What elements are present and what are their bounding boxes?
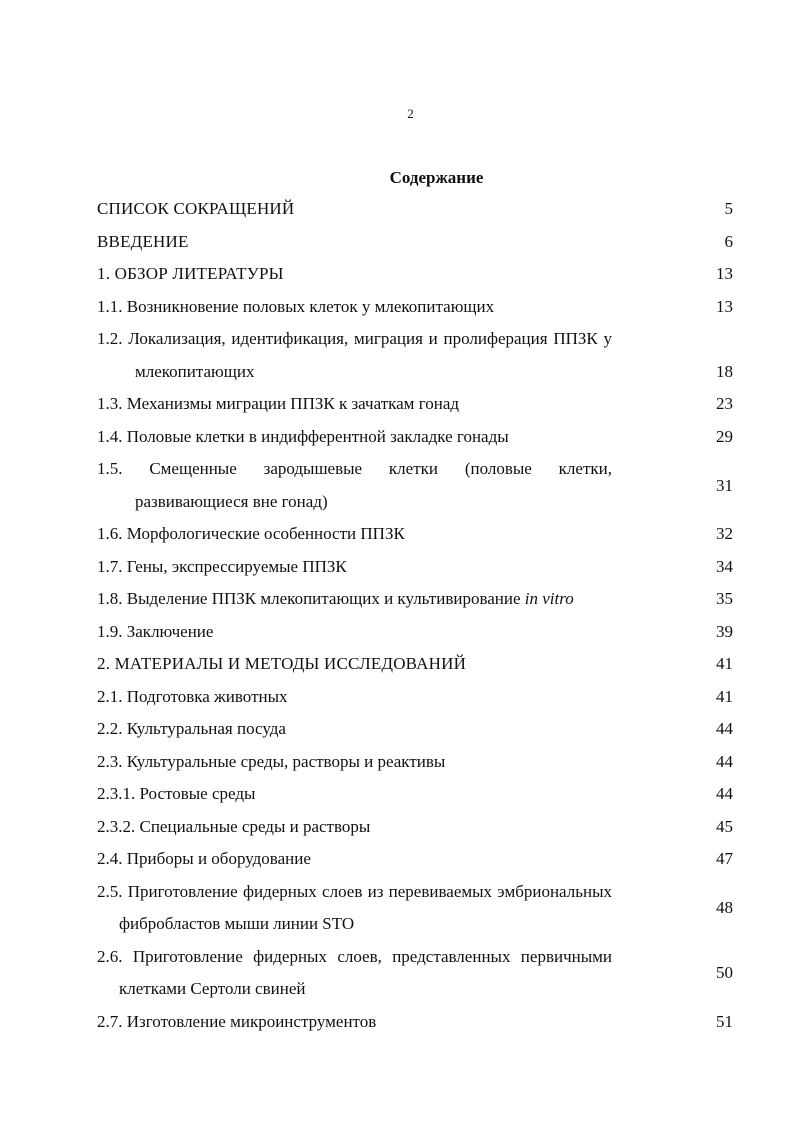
toc-entry-label-italic: in vitro [524, 589, 574, 608]
toc-entry [97, 941, 737, 1006]
toc-entry-label: ВВЕДЕНИЕ [97, 231, 189, 251]
toc-entry [97, 648, 737, 681]
toc-entry-label: 2.7. Изготовление микроинструментов [97, 1011, 377, 1031]
toc-entry [97, 811, 737, 844]
toc-entry-label: СПИСОК СОКРАЩЕНИЙ [97, 199, 295, 218]
toc-entry [97, 518, 737, 551]
toc-entry-label: 1.4. Половые клетки в индифферентной закладке гонады [97, 426, 509, 446]
toc-entry-page: 45 [716, 816, 733, 836]
toc-entry [97, 258, 737, 291]
toc-entry-label [97, 583, 612, 616]
toc-entry-page: 23 [716, 394, 733, 413]
toc-entry [97, 421, 737, 454]
toc-entry [97, 843, 737, 876]
toc-entry-label: 1.9. Заключение [97, 621, 214, 641]
toc-entry-page: 39 [716, 621, 733, 641]
toc-entry-label: 1.3. Механизмы миграции ППЗК к зачаткам гонад [97, 394, 460, 413]
toc-entry-page: 48 [716, 897, 733, 917]
toc-entry-label: 1.5. Смещенные зародышевые клетки (половые клетки, развивающиеся вне гонад) [97, 459, 612, 511]
toc-entry-page: 44 [716, 751, 733, 771]
toc-entry-label: 2.3.1. Ростовые среды [97, 784, 256, 803]
toc-entry-page: 29 [716, 426, 733, 446]
toc-entry-label: 2.3.2. Специальные среды и растворы [97, 816, 371, 836]
toc-entry-label: 1.6. Морфологические особенности ППЗК [97, 524, 405, 543]
table-of-contents [97, 193, 737, 1038]
toc-entry [97, 583, 737, 616]
toc-entry-page: 31 [716, 475, 733, 495]
toc-entry [97, 876, 737, 941]
toc-entry-label: 2. МАТЕРИАЛЫ И МЕТОДЫ ИССЛЕДОВАНИЙ [97, 654, 467, 673]
toc-entry [97, 778, 737, 811]
toc-entry-page: 13 [716, 264, 733, 283]
toc-entry-page: 13 [716, 296, 733, 316]
toc-entry-label: 2.5. Приготовление фидерных слоев из перевиваемых эмбриональных фибробластов мыши линии STO [97, 881, 612, 933]
toc-entry-page: 50 [716, 962, 733, 982]
toc-entry [97, 746, 737, 779]
toc-entry-page: 41 [716, 686, 733, 706]
toc-entry-page: 5 [724, 199, 733, 218]
toc-entry [97, 681, 737, 714]
toc-entry [97, 388, 737, 421]
toc-entry-page: 47 [716, 849, 733, 868]
toc-entry-page: 35 [716, 589, 733, 608]
toc-entry-page: 41 [716, 654, 733, 673]
toc-entry-label: 1. ОБЗОР ЛИТЕРАТУРЫ [97, 264, 284, 283]
toc-entry-label: 2.6. Приготовление фидерных слоев, представленных первичными клетками Сертоли свиней [97, 946, 612, 998]
toc-entry-label: 2.1. Подготовка животных [97, 686, 288, 706]
toc-entry [97, 713, 737, 746]
toc-entry-page: 44 [716, 784, 733, 803]
toc-entry-page: 32 [716, 524, 733, 543]
toc-entry [97, 226, 737, 259]
toc-entry [97, 453, 737, 518]
toc-entry-page: 44 [716, 719, 733, 738]
toc-entry [97, 193, 737, 226]
toc-entry-label-text: 1.8. Выделение ППЗК млекопитающих и культивирование [97, 589, 525, 608]
toc-entry-page: 6 [724, 231, 733, 251]
toc-entry [97, 551, 737, 584]
toc-entry-page: 51 [716, 1011, 733, 1031]
toc-entry-label: 1.2. Локализация, идентификация, миграция и пролиферация ППЗК у млекопитающих [97, 329, 612, 381]
toc-title: Содержание [389, 168, 484, 187]
toc-entry-page: 18 [716, 361, 733, 381]
toc-entry-page: 34 [716, 556, 733, 576]
toc-entry [97, 323, 737, 388]
toc-entry-label: 2.3. Культуральные среды, растворы и реактивы [97, 751, 446, 771]
toc-entry-label: 1.1. Возникновение половых клеток у млекопитающих [97, 296, 495, 316]
toc-entry [97, 616, 737, 649]
toc-entry [97, 1006, 737, 1039]
toc-entry-label: 2.4. Приборы и оборудование [97, 849, 311, 868]
toc-entry-label: 1.7. Гены, экспрессируемые ППЗК [97, 556, 347, 576]
page-number: 2 [407, 106, 414, 121]
toc-entry-label: 2.2. Культуральная посуда [97, 719, 286, 738]
toc-entry [97, 291, 737, 324]
